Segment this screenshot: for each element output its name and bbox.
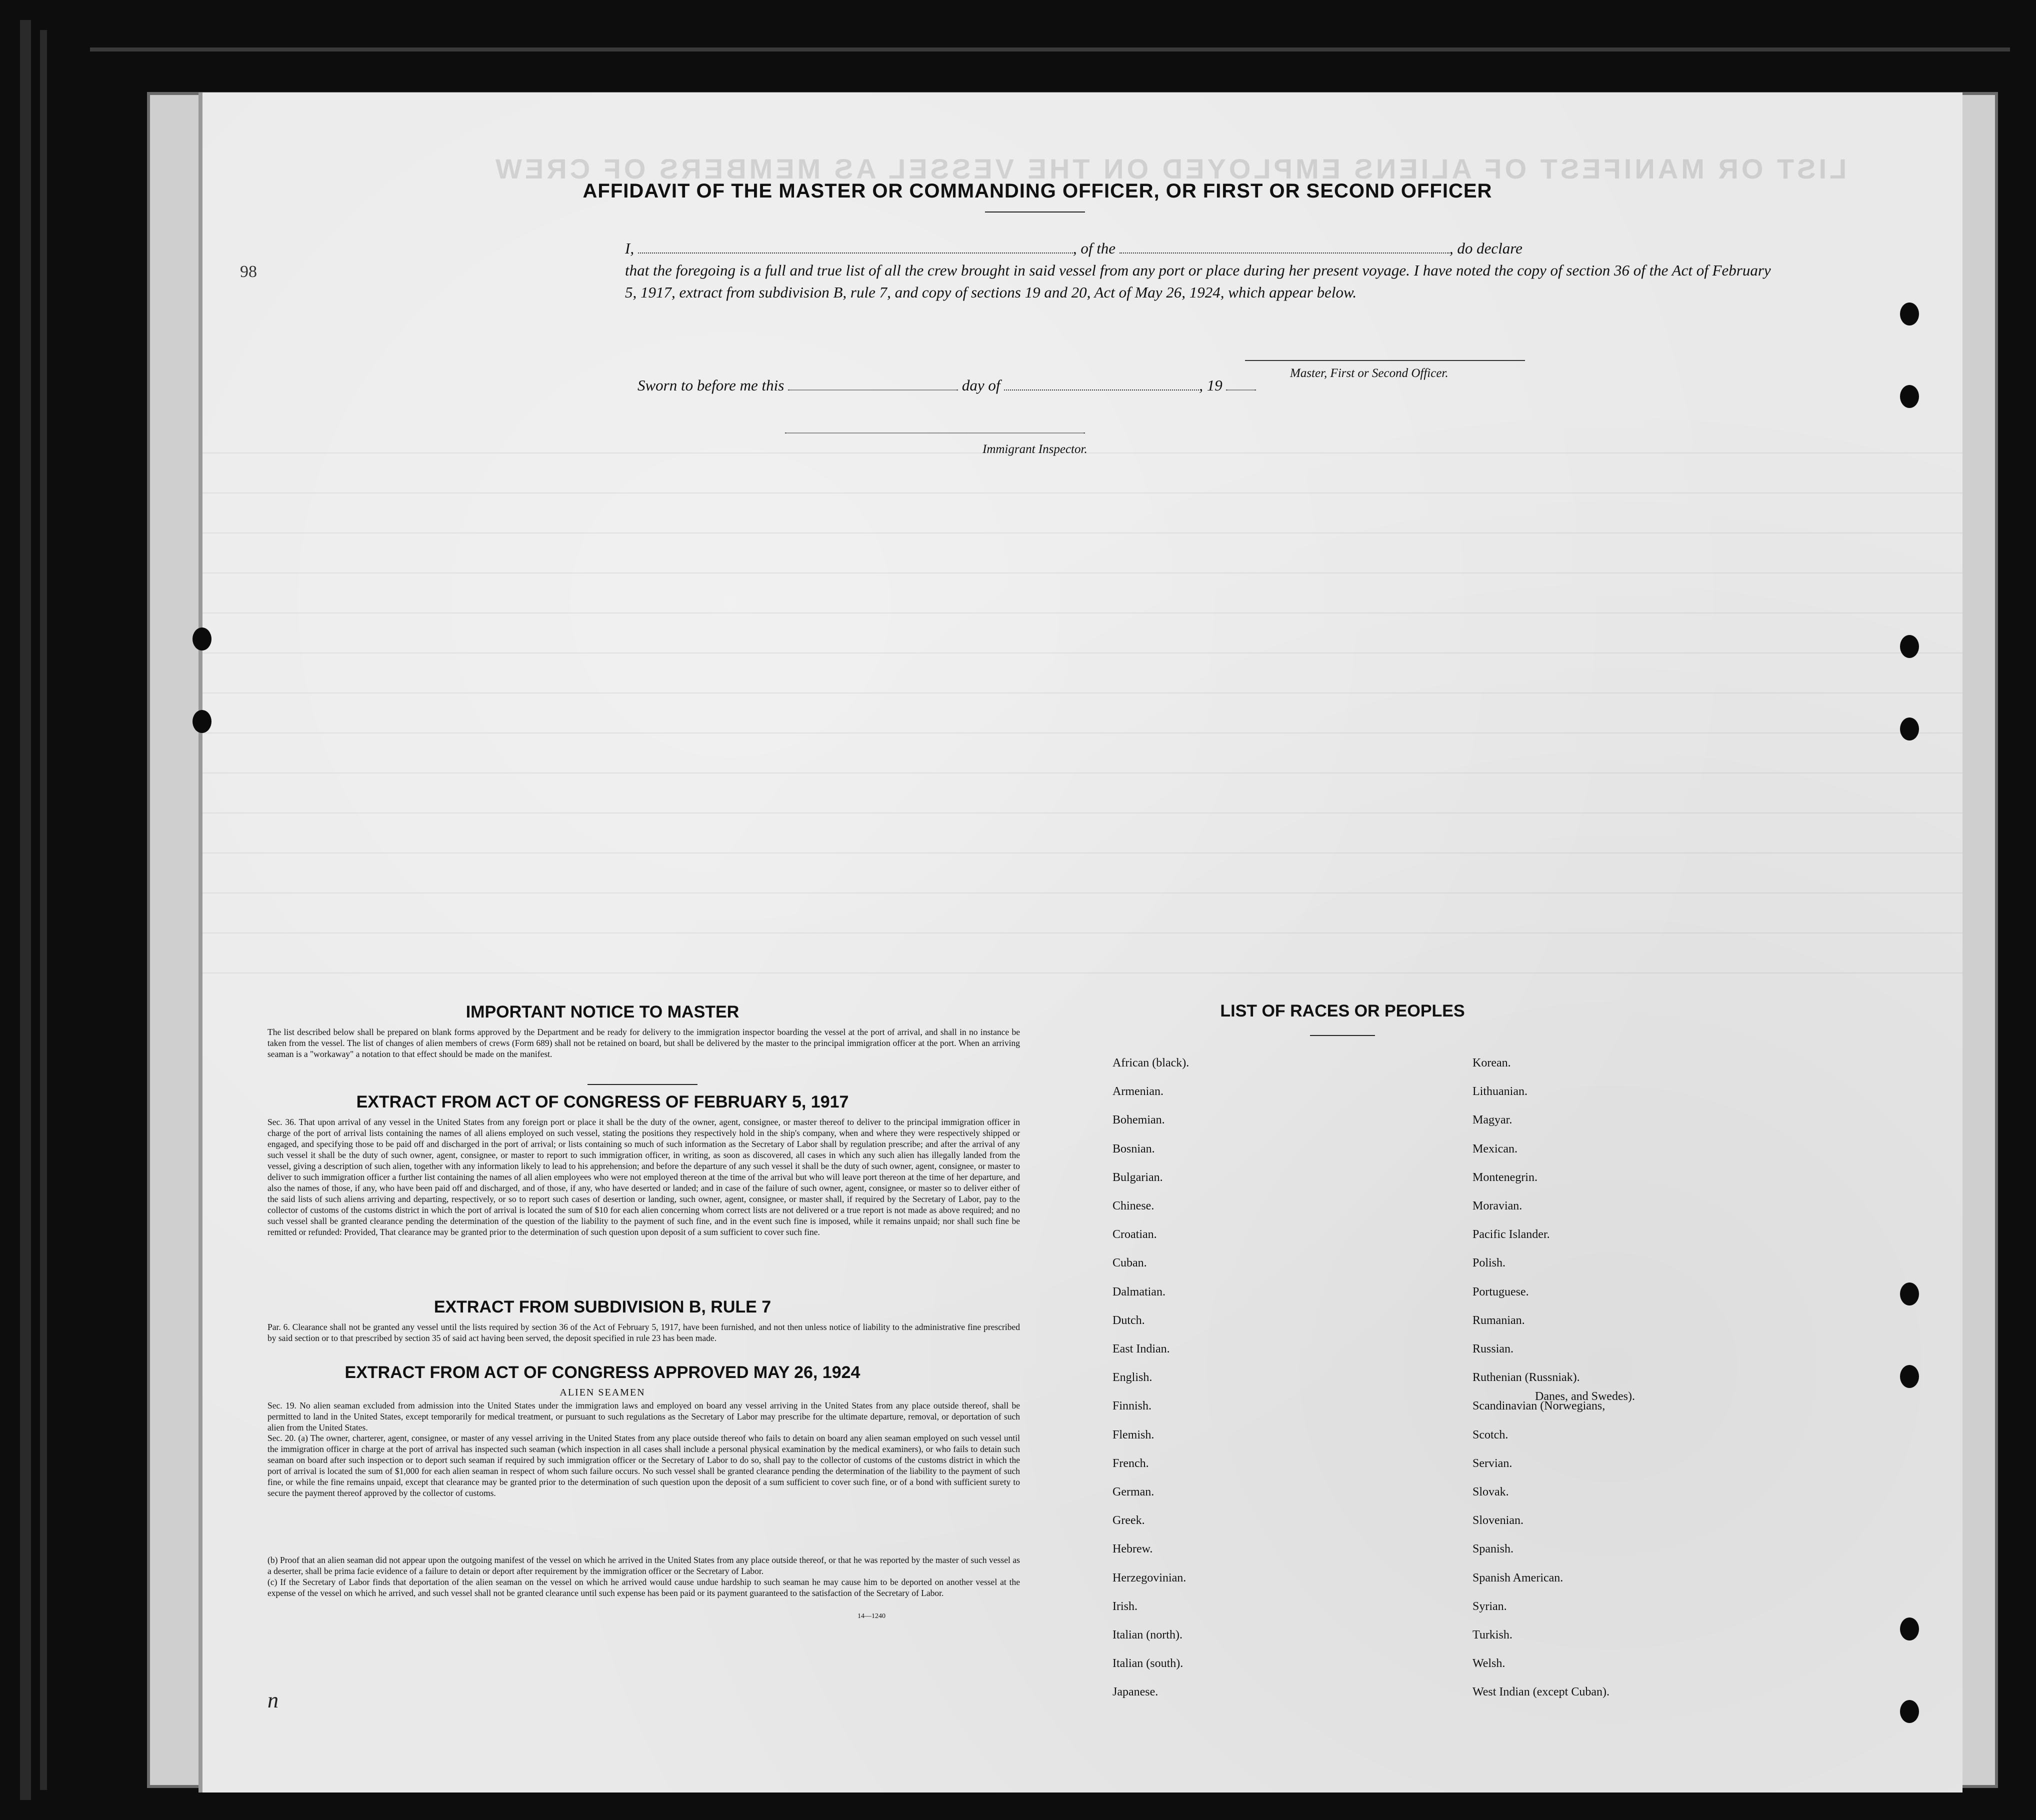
handwritten-mark: n xyxy=(268,1688,278,1712)
race-entry: Japanese. xyxy=(1112,1686,1158,1699)
race-entry: Bohemian. xyxy=(1112,1114,1165,1127)
bleed-through-rule xyxy=(202,812,1962,814)
race-entry: Greek. xyxy=(1112,1514,1145,1528)
sworn-day-blank[interactable] xyxy=(788,378,958,390)
punch-hole xyxy=(1900,635,1919,658)
punch-hole xyxy=(1900,1282,1919,1306)
master-signature-line[interactable] xyxy=(1245,360,1525,361)
bleed-through-title: LIST OR MANIFEST OF ALIENS EMPLOYED ON THE VESSEL AS MEMBERS OF CREW xyxy=(492,153,1847,184)
race-entry: Servian. xyxy=(1472,1456,1512,1470)
extract-1924-sec19: Sec. 19. No alien seaman excluded from admission into the United States under the immigration laws and employed on board any vessel arriving in the United States from any place outside thereof, shall be permitted to land in the United States, except temporarily for medical treatment, or pursuant to such regulations as the Secretary of Labor may prescribe for the ultimate departure, removal, or deportation of such alien from the United States. xyxy=(268,1400,1020,1432)
race-entry: Polish. xyxy=(1472,1256,1506,1270)
punch-hole xyxy=(192,628,212,650)
bleed-through-rule xyxy=(202,892,1962,894)
margin-note: 98 xyxy=(240,262,257,281)
alien-seamen-subtitle: ALIEN SEAMEN xyxy=(560,1387,646,1398)
race-entry: Lithuanian. xyxy=(1472,1085,1528,1098)
race-entry: Mexican. xyxy=(1472,1142,1518,1156)
race-entry: Armenian. xyxy=(1112,1085,1164,1098)
affidavit-of-the: , of the xyxy=(1072,240,1116,257)
master-signature-label: Master, First or Second Officer. xyxy=(1290,366,1448,380)
sworn-month-blank[interactable] xyxy=(1004,378,1199,390)
race-entry: Finnish. xyxy=(1112,1400,1152,1413)
race-entry: Italian (north). xyxy=(1112,1628,1182,1642)
sworn-day-of: day of xyxy=(962,376,1000,394)
race-entry: Slovenian. xyxy=(1472,1514,1524,1528)
race-entry: Scandinavian (Norwegians, xyxy=(1472,1400,1606,1413)
race-entry: French. xyxy=(1112,1456,1149,1470)
race-entry-continuation: Danes, and Swedes). xyxy=(1535,1390,1635,1403)
bleed-through-rule xyxy=(202,732,1962,734)
bleed-through-rule xyxy=(202,692,1962,694)
races-title: LIST OF RACES OR PEOPLES xyxy=(1220,1002,1465,1020)
race-entry: Irish. xyxy=(1112,1600,1138,1613)
affidavit-text xyxy=(625,238,1775,304)
race-entry: Flemish. xyxy=(1112,1428,1154,1442)
race-entry: African (black). xyxy=(1112,1056,1190,1070)
extract-rule7-title: EXTRACT FROM SUBDIVISION B, RULE 7 xyxy=(434,1298,772,1316)
bleed-through-rule xyxy=(202,612,1962,614)
master-name-blank[interactable] xyxy=(638,242,1073,254)
notice-title: IMPORTANT NOTICE TO MASTER xyxy=(466,1002,740,1022)
section-divider xyxy=(588,1084,698,1085)
extract-1917-title: EXTRACT FROM ACT OF CONGRESS OF FEBRUARY 5, 1917 xyxy=(356,1092,849,1112)
sworn-year-blank[interactable] xyxy=(1226,378,1256,390)
race-entry: German. xyxy=(1112,1486,1154,1498)
extract-1924-sec20c: (c) If the Secretary of Labor finds that deportation of the alien seaman on the vessel on which he arrived would cause undue hardship to such seaman he may cause him to be deported on another vessel at the expense of the vessel on which he arrived, and such vessel shall not be granted clearance until such expense has been paid or its payment guaranteed to the satisfaction of the Secretary of Labor. xyxy=(268,1577,1020,1598)
notice-text: The list described below shall be prepared on blank forms approved by the Department and be ready for delivery to the immigration inspector boarding the vessel at the port of arrival, and shall in no instance be taken from the vessel. The list of changes of alien members of crews (Form 689) shall not be retained on board, but shall be delivered by the master to the principal immigration officer at the port. When an arriving seaman is a "workaway" a notation to that effect should be made on the manifest. xyxy=(268,1027,1020,1059)
race-entry: Chinese. xyxy=(1112,1200,1154,1212)
affidavit-title: AFFIDAVIT OF THE MASTER OR COMMANDING OFFICER, OR FIRST OR SECOND OFFICER xyxy=(582,180,1492,202)
race-entry: Portuguese. xyxy=(1472,1285,1529,1298)
punch-hole xyxy=(1900,302,1919,326)
binder-edge xyxy=(90,48,2010,52)
punch-hole xyxy=(1900,718,1919,740)
punch-hole xyxy=(1900,1365,1919,1388)
race-entry: Slovak. xyxy=(1472,1486,1509,1498)
race-entry: Syrian. xyxy=(1472,1600,1507,1613)
race-entry: Dutch. xyxy=(1112,1314,1145,1327)
extract-1924-title: EXTRACT FROM ACT OF CONGRESS APPROVED MAY 26, 1924 xyxy=(344,1363,860,1382)
bleed-through-rule xyxy=(202,772,1962,774)
inspector-signature-line[interactable] xyxy=(785,432,1085,434)
bleed-through-rule xyxy=(202,652,1962,654)
punch-hole xyxy=(1900,385,1919,408)
race-entry: Magyar. xyxy=(1472,1114,1512,1127)
race-entry: Moravian. xyxy=(1472,1200,1522,1212)
bleed-through-rule xyxy=(202,932,1962,934)
vessel-name-blank[interactable] xyxy=(1120,242,1450,254)
race-entry: English. xyxy=(1112,1371,1152,1384)
race-entry: East Indian. xyxy=(1112,1342,1170,1356)
form-number: 14—1240 xyxy=(858,1612,886,1620)
race-entry: Cuban. xyxy=(1112,1256,1147,1270)
race-entry: Rumanian. xyxy=(1472,1314,1525,1327)
race-entry: Korean. xyxy=(1472,1056,1511,1070)
bleed-through-rule xyxy=(202,972,1962,974)
race-entry: Hebrew. xyxy=(1112,1542,1153,1556)
punch-hole xyxy=(192,710,212,733)
race-entry: Italian (south). xyxy=(1112,1657,1184,1670)
race-entry: Pacific Islander. xyxy=(1472,1228,1550,1242)
sworn-start: Sworn to before me this xyxy=(638,376,784,394)
race-entry: West Indian (except Cuban). xyxy=(1472,1686,1610,1699)
race-entry: Ruthenian (Russniak). xyxy=(1472,1371,1580,1384)
affidavit-do-declare: , do declare xyxy=(1449,240,1522,257)
race-entry: Scotch. xyxy=(1472,1428,1508,1442)
bleed-through-rule xyxy=(202,492,1962,494)
affidavit-declaration-line xyxy=(625,238,1775,260)
race-entry: Herzegovinian. xyxy=(1112,1571,1186,1584)
extract-rule7-text: Par. 6. Clearance shall not be granted any vessel until the lists required by section 36 of the Act of February 5, 1917, have been furnished, and not then unless notice of liability to the administrative fine prescribed by said section or to that prescribed by section 35 of said act having been served, the deposit specified in rule 23 has been made. xyxy=(268,1322,1020,1343)
race-entry: Spanish. xyxy=(1472,1542,1514,1556)
race-entry: Croatian. xyxy=(1112,1228,1157,1242)
bleed-through-rule xyxy=(202,852,1962,854)
affidavit-body: that the foregoing is a full and true list of all the crew brought in said vessel from any port or place during her present voyage. I have noted the copy of section 36 of the Act of February 5, 1917, extract from subdivision B, rule 7, and copy of sections 19 and 20, Act of May 26, 1924, which appear below. xyxy=(625,262,1771,301)
bleed-through-rule xyxy=(202,572,1962,574)
race-entry: Bosnian. xyxy=(1112,1142,1155,1156)
race-entry: Welsh. xyxy=(1472,1657,1506,1670)
sworn-year-prefix: , 19 xyxy=(1199,376,1222,394)
punch-hole xyxy=(1900,1618,1919,1640)
extract-1917-text: Sec. 36. That upon arrival of any vessel in the United States from any foreign port or place it shall be the duty of the owner, agent, consignee, or master thereof to deliver to the principal immigration officer in charge of the port of arrival lists containing the names of all aliens employed on such vessel, stating the positions they respectively hold in the ship's company, when and where they were respectively shipped or engaged, and specifying those to be paid off and discharged in the port of arrival; or lists containing so much of such information as the Secretary of Labor shall by regulation prescribe; and after the arrival of any such vessel it shall be the duty of such owner, agent, consignee, or master to report to such immigration officer, in writing, as soon as discovered, all cases in which any such alien has illegally landed from the vessel, giving a description of such alien, together with any information likely to lead to his apprehension; and before the departure of any such vessel it shall be the duty of such owner, agent, consignee, or master to deliver to such immigration officer a further list containing the names of all alien employees who were not employed thereon at the time of the arrival but who will leave port thereon at the time of her departure, and also the names of those, if any, who have been paid off and discharged, and of those, if any, who have deserted or landed; and in case of the failure of such owner, agent, consignee, or master so to deliver either of the said lists of such aliens arriving and departing, respectively, or so to report such cases of desertion or landing, such owner, agent, consignee, or master shall, if required by the Secretary of Labor, pay to the collector of customs of the customs district in which the port of arrival is located the sum of $10 for each alien concerning whom correct lists are not delivered or a true report is not made as above required; and no such vessel shall be granted clearance pending the determination of the question of the liability to the payment of such fine, and in the event such fine is imposed, while it remains unpaid; nor shall such fine be remitted or refunded: Provided, That clearance may be granted prior to the determination of such question upon deposit of a sum sufficient to cover such fine. xyxy=(268,1117,1020,1237)
inspector-label: Immigrant Inspector. xyxy=(982,442,1088,456)
extract-1924-sec20: Sec. 20. (a) The owner, charterer, agent, consignee, or master of any vessel arriving in the United States from any place outside thereof who fails to detain on board any alien seaman employed on such vessel until the immigration officer in charge at the port of arrival has inspected such seaman (which inspection in all cases shall include a personal physical examination by the medical examiners), or who fails to detain such seaman on board after such inspection or to deport such seaman if required by such immigration officer or the Secretary of Labor to do so, shall pay to the collector of customs of the customs district in which the port of arrival is located the sum of $1,000 for each alien seaman in respect of whom such failure occurs. No such vessel shall be granted clearance pending the determination of the liability to the payment of such fine, or while the fine remains unpaid, except that clearance may be granted prior to the determination of such question upon the deposit of a sum sufficient to cover such fine, or of a bond with sufficient surety to secure the payment thereof approved by the collector of customs. xyxy=(268,1433,1020,1498)
document-page xyxy=(202,92,1962,1792)
race-entry: Dalmatian. xyxy=(1112,1285,1166,1298)
race-entry: Montenegrin. xyxy=(1472,1170,1538,1184)
punch-hole xyxy=(1900,1700,1919,1723)
race-entry: Russian. xyxy=(1472,1342,1514,1356)
race-entry: Bulgarian. xyxy=(1112,1170,1163,1184)
affidavit-i: I, xyxy=(625,240,634,257)
bleed-through-rule xyxy=(202,532,1962,534)
binder-edge xyxy=(40,30,47,1790)
binder-edge xyxy=(20,20,31,1800)
race-entry: Turkish. xyxy=(1472,1628,1512,1642)
extract-1924-sec20b: (b) Proof that an alien seaman did not appear upon the outgoing manifest of the vessel on which he arrived in the United States from any place outside thereof, or that he was reported by the master of such vessel as a deserter, shall be prima facie evidence of a failure to detain or deport after requirement by the immigration officer or the Secretary of Labor. xyxy=(268,1555,1020,1576)
sworn-line xyxy=(638,376,1256,394)
race-entry: Spanish American. xyxy=(1472,1571,1564,1584)
races-divider xyxy=(1310,1035,1375,1036)
